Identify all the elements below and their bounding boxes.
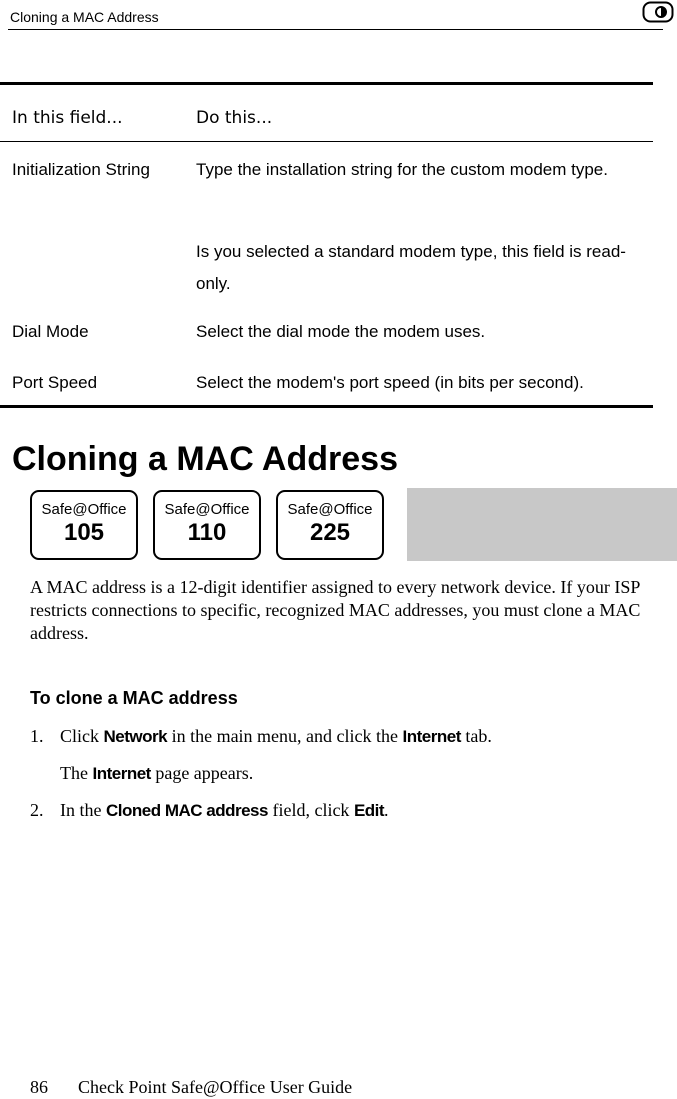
ui-label-edit: Edit: [353, 801, 385, 820]
step-text-part: tab.: [460, 726, 492, 746]
table-cell-desc: Type the installation string for the custom modem type.: [196, 160, 608, 179]
step-text-part: The: [60, 763, 93, 783]
step-text-part: .: [384, 800, 389, 820]
step-text: [60, 726, 492, 747]
header-divider: [8, 29, 663, 30]
step-number: 1.: [30, 726, 44, 746]
table-header-field: In this field...: [12, 108, 123, 128]
eye-icon: [642, 1, 674, 23]
table-top-rule: [0, 82, 653, 85]
step-text-part: in the main menu, and click the: [167, 726, 403, 746]
table-cell-field: Dial Mode: [12, 322, 89, 341]
table-bottom-rule: [0, 405, 653, 408]
badge-brand: Safe@Office: [41, 501, 127, 518]
ui-label-cloned-mac: Cloned MAC address: [105, 801, 268, 820]
model-banner: [27, 488, 677, 561]
badge-model: 110: [187, 519, 227, 546]
step-text-part: In the: [60, 800, 106, 820]
section-title: Cloning a MAC Address: [12, 440, 398, 478]
table-header-action: Do this...: [196, 108, 273, 128]
badge-brand: Safe@Office: [164, 501, 250, 518]
book-title: Check Point Safe@Office User Guide: [78, 1077, 353, 1097]
intro-paragraph: A MAC address is a 12-digit identifier assigned to every network device. If your ISP restricts connections to specific, recognized MAC addresses, you must clone a MAC address.: [30, 577, 641, 643]
footer: [30, 1077, 352, 1098]
step-text-part: field, click: [267, 800, 354, 820]
procedure-title: To clone a MAC address: [30, 688, 238, 708]
table-cell-desc-note: Is you selected a standard modem type, this field is read-only.: [196, 242, 626, 293]
step-text-part: page appears.: [150, 763, 254, 783]
header-title: Cloning a MAC Address: [10, 9, 159, 25]
table-header-rule: [0, 141, 653, 142]
ui-label-internet: Internet: [402, 727, 461, 746]
model-badge: [276, 490, 384, 560]
ui-label-internet: Internet: [92, 764, 151, 783]
model-badge: [30, 490, 138, 560]
badge-brand: Safe@Office: [287, 501, 373, 518]
badge-model: 105: [63, 519, 105, 546]
table-cell-field: Initialization String: [12, 160, 150, 179]
table-cell-field: Port Speed: [12, 373, 98, 392]
step-text: [60, 800, 389, 821]
table-cell-desc: Select the modem's port speed (in bits per second).: [196, 373, 584, 392]
model-badge: [153, 490, 261, 560]
ui-label-network: Network: [103, 727, 168, 746]
table-cell-desc: Select the dial mode the modem uses.: [196, 322, 486, 341]
step-number: 2.: [30, 800, 44, 820]
badge-model: 225: [309, 519, 351, 546]
step-result: [60, 763, 253, 784]
step-text-part: Click: [60, 726, 104, 746]
page-number: 86: [30, 1077, 48, 1097]
field-table: [0, 82, 653, 392]
